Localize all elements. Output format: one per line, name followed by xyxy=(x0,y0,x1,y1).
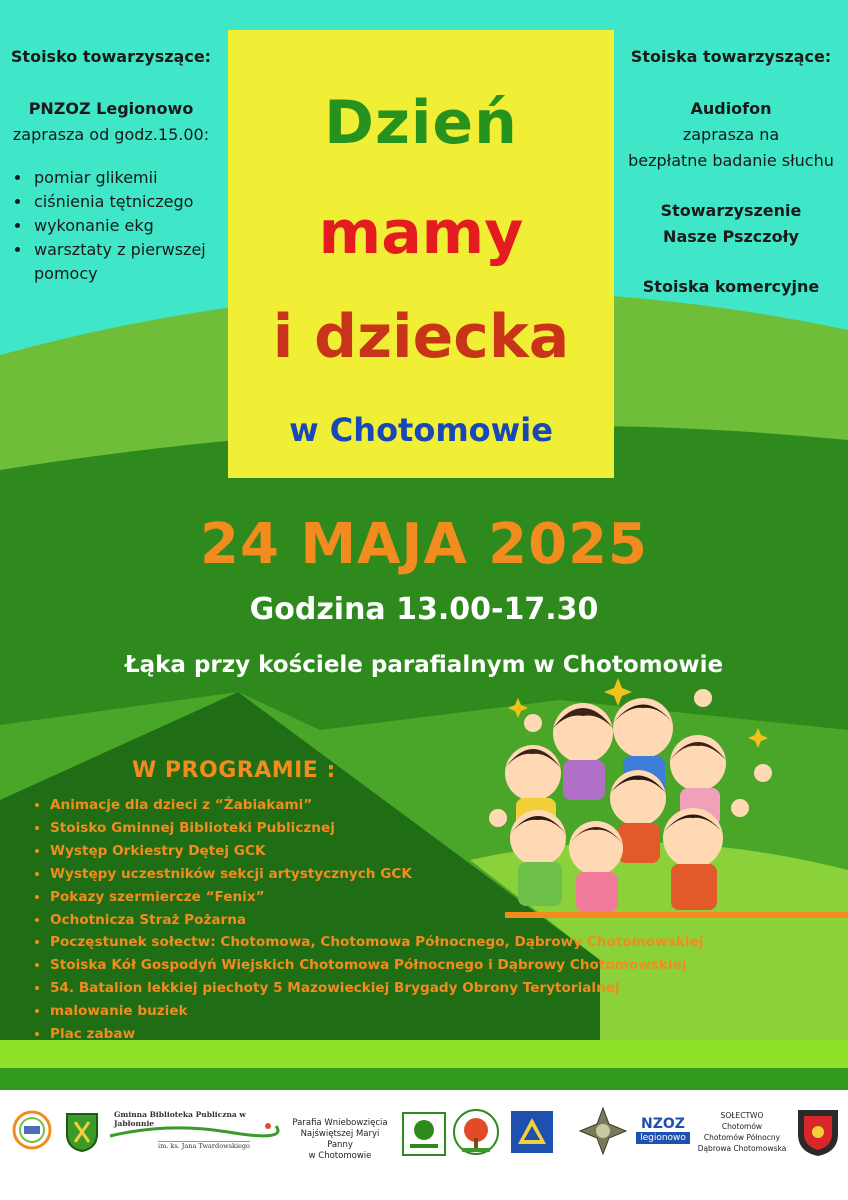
fire-brigade-shield-icon xyxy=(796,1106,840,1158)
pnzoz-invite: zaprasza od godz.15.00: xyxy=(12,125,210,144)
library-wave-icon xyxy=(108,1122,280,1142)
audiofon-line1: zaprasza na xyxy=(682,125,780,144)
solectwo-line2: Chotomów xyxy=(721,1122,763,1131)
gck-logo-icon xyxy=(12,1110,52,1150)
solectwo-line4: Dąbrowa Chotomowska xyxy=(697,1144,787,1153)
parish-line1: Parafia Wniebowzięcia xyxy=(292,1118,388,1128)
program-item: • Stoiska Kół Gospodyń Wiejskich Chotomowa Północnego i Dąbrowy Chotomowskiej xyxy=(50,954,770,977)
audiofon-line2: bezpłatne badanie słuchu xyxy=(628,151,834,170)
gmina-shield-icon xyxy=(65,1112,99,1152)
parish-line3: w Chotomowie xyxy=(308,1151,372,1161)
military-cross-icon xyxy=(578,1106,628,1156)
program-item: • Ochotnicza Straż Pożarna xyxy=(50,909,770,932)
list-item: • ciśnienia tętniczego xyxy=(32,190,222,214)
program-item: • 54. Batalion lekkiej piechoty 5 Mazowieckiej Brygady Obrony Terytorialnej xyxy=(50,977,770,1000)
program-item: • Występy uczestników sekcji artystycznych GCK xyxy=(50,863,770,886)
left-stand-heading: Stoisko towarzyszące: xyxy=(10,47,212,66)
children-illustration xyxy=(478,668,778,918)
program-item: • Stoisko Gminnej Biblioteki Publicznej xyxy=(50,817,770,840)
nzoz-logo-top: NZOZ xyxy=(641,1116,685,1132)
program-title: W PROGRAMIE : xyxy=(132,758,336,783)
solectwo-line1: SOŁECTWO xyxy=(720,1111,764,1120)
program-item: • Pokazy szermiercze “Fenix” xyxy=(50,886,770,909)
solectwo-info xyxy=(692,1110,792,1154)
parish-line2: Najświętszej Maryi Panny xyxy=(300,1129,380,1150)
library-patron: im. ks. Jana Twardowskiego xyxy=(158,1142,250,1150)
fenix-logo-icon xyxy=(510,1110,554,1154)
program-item: • malowanie buziek xyxy=(50,1000,770,1023)
list-item: • warsztaty z pierwszej pomocy xyxy=(32,238,222,286)
nzoz-logo xyxy=(636,1116,690,1146)
list-item: • wykonanie ekg xyxy=(32,214,222,238)
pnzoz-service-list xyxy=(0,166,222,286)
right-stand-heading: Stoiska towarzyszące: xyxy=(630,47,832,66)
library-name: Gminna Biblioteka Publiczna w Jabłonnie xyxy=(114,1110,246,1128)
footer-sponsors xyxy=(0,1090,848,1200)
parish-info xyxy=(290,1118,390,1162)
left-stand-info xyxy=(0,44,222,286)
association-line2: Nasze Pszczoły xyxy=(663,227,799,246)
program-item: • Występ Orkiestry Dętej GCK xyxy=(50,840,770,863)
program-item: • Plac zabaw xyxy=(50,1023,770,1046)
title-line-location: w Chotomowie xyxy=(289,411,553,449)
solectwo-line3: Chotomów Północny xyxy=(703,1133,781,1142)
title-line-dzien: Dzień xyxy=(324,88,518,158)
title-line-mamy: mamy xyxy=(318,198,524,268)
program-item: • Poczęstunek sołectw: Chotomowa, Chotomowa Północnego, Dąbrowy Chotomowskiej xyxy=(50,931,770,954)
title-box xyxy=(228,30,614,478)
right-stand-info xyxy=(614,44,848,300)
kgw-tree-icon xyxy=(452,1108,500,1158)
association-line1: Stowarzyszenie xyxy=(660,201,802,220)
commercial-stands: Stoiska komercyjne xyxy=(642,277,820,296)
event-hours: Godzina 13.00-17.30 xyxy=(249,592,599,627)
title-line-i-dziecka: i dziecka xyxy=(272,302,570,372)
nzoz-logo-bottom: legionowo xyxy=(636,1132,690,1144)
program-item: • Animacje dla dzieci z “Żabiakami” xyxy=(50,794,770,817)
library-logo xyxy=(108,1108,280,1156)
audiofon-name: Audiofon xyxy=(690,99,772,118)
event-date: 24 MAJA 2025 xyxy=(199,512,649,577)
event-place: Łąka przy kościele parafialnym w Chotomowie xyxy=(124,652,724,678)
pnzoz-name: PNZOZ Legionowo xyxy=(28,99,194,118)
kgw-logo-icon xyxy=(402,1112,446,1156)
list-item: • pomiar glikemii xyxy=(32,166,222,190)
